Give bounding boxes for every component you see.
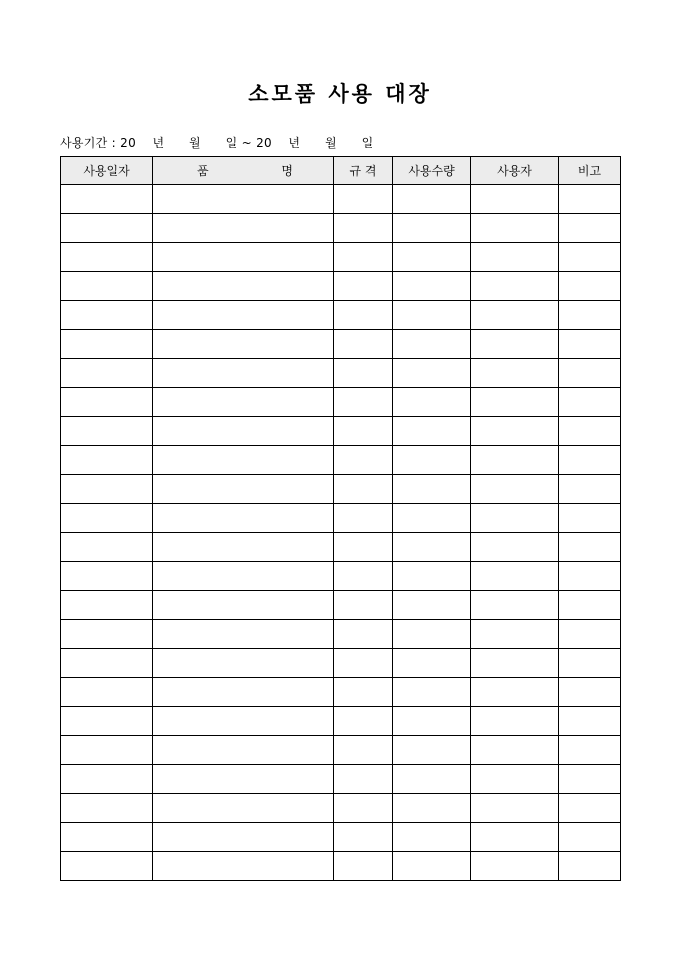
cell-spec[interactable] — [334, 823, 393, 852]
cell-user[interactable] — [471, 475, 559, 504]
cell-user[interactable] — [471, 243, 559, 272]
usage-period-line: 사용기간 : 20 년 월 일 ~ 20 년 월 일 — [60, 136, 374, 150]
cell-spec[interactable] — [334, 504, 393, 533]
cell-item-name[interactable] — [153, 765, 334, 794]
cell-item-name[interactable] — [153, 562, 334, 591]
cell-item-name[interactable] — [153, 649, 334, 678]
cell-usage-date[interactable] — [61, 736, 153, 765]
cell-spec[interactable] — [334, 678, 393, 707]
cell-quantity[interactable] — [393, 214, 471, 243]
cell-user[interactable] — [471, 620, 559, 649]
cell-quantity[interactable] — [393, 707, 471, 736]
table-row — [61, 475, 621, 504]
cell-remarks[interactable] — [559, 185, 621, 214]
cell-remarks[interactable] — [559, 620, 621, 649]
cell-user[interactable] — [471, 446, 559, 475]
cell-quantity[interactable] — [393, 765, 471, 794]
cell-usage-date[interactable] — [61, 794, 153, 823]
table-row — [61, 591, 621, 620]
cell-spec[interactable] — [334, 243, 393, 272]
cell-quantity[interactable] — [393, 185, 471, 214]
cell-quantity[interactable] — [393, 533, 471, 562]
cell-remarks[interactable] — [559, 823, 621, 852]
cell-spec[interactable] — [334, 620, 393, 649]
header-item-name-part2: 명 — [281, 164, 293, 178]
cell-item-name[interactable] — [153, 301, 334, 330]
table-row — [61, 504, 621, 533]
cell-quantity[interactable] — [393, 330, 471, 359]
cell-item-name[interactable] — [153, 707, 334, 736]
cell-spec[interactable] — [334, 388, 393, 417]
table-row — [61, 388, 621, 417]
cell-quantity[interactable] — [393, 852, 471, 881]
header-quantity: 사용수량 — [393, 157, 471, 185]
cell-quantity[interactable] — [393, 823, 471, 852]
cell-user[interactable] — [471, 649, 559, 678]
cell-quantity[interactable] — [393, 794, 471, 823]
cell-usage-date[interactable] — [61, 243, 153, 272]
cell-user[interactable] — [471, 591, 559, 620]
cell-user[interactable] — [471, 765, 559, 794]
table-row — [61, 359, 621, 388]
table-row — [61, 736, 621, 765]
cell-remarks[interactable] — [559, 388, 621, 417]
cell-quantity[interactable] — [393, 388, 471, 417]
table-body — [61, 185, 621, 881]
cell-item-name[interactable] — [153, 388, 334, 417]
cell-quantity[interactable] — [393, 301, 471, 330]
header-item-name — [153, 157, 334, 185]
cell-usage-date[interactable] — [61, 301, 153, 330]
cell-user[interactable] — [471, 707, 559, 736]
cell-spec[interactable] — [334, 214, 393, 243]
cell-usage-date[interactable] — [61, 562, 153, 591]
cell-remarks[interactable] — [559, 417, 621, 446]
cell-usage-date[interactable] — [61, 214, 153, 243]
table-row — [61, 272, 621, 301]
cell-remarks[interactable] — [559, 765, 621, 794]
cell-item-name[interactable] — [153, 446, 334, 475]
cell-usage-date[interactable] — [61, 417, 153, 446]
header-usage-date: 사용일자 — [61, 157, 153, 185]
cell-spec[interactable] — [334, 446, 393, 475]
cell-spec[interactable] — [334, 562, 393, 591]
cell-quantity[interactable] — [393, 475, 471, 504]
cell-item-name[interactable] — [153, 330, 334, 359]
cell-remarks[interactable] — [559, 736, 621, 765]
table-row — [61, 765, 621, 794]
cell-usage-date[interactable] — [61, 475, 153, 504]
cell-usage-date[interactable] — [61, 330, 153, 359]
header-item-name-part1: 품 — [197, 164, 209, 178]
cell-spec[interactable] — [334, 707, 393, 736]
cell-quantity[interactable] — [393, 736, 471, 765]
cell-user[interactable] — [471, 533, 559, 562]
cell-usage-date[interactable] — [61, 620, 153, 649]
cell-user[interactable] — [471, 823, 559, 852]
cell-quantity[interactable] — [393, 678, 471, 707]
cell-user[interactable] — [471, 736, 559, 765]
cell-spec[interactable] — [334, 736, 393, 765]
cell-item-name[interactable] — [153, 504, 334, 533]
table-row — [61, 214, 621, 243]
cell-item-name[interactable] — [153, 620, 334, 649]
cell-item-name[interactable] — [153, 272, 334, 301]
cell-item-name[interactable] — [153, 678, 334, 707]
cell-spec[interactable] — [334, 272, 393, 301]
cell-quantity[interactable] — [393, 243, 471, 272]
cell-remarks[interactable] — [559, 649, 621, 678]
table-row — [61, 446, 621, 475]
cell-item-name[interactable] — [153, 359, 334, 388]
cell-item-name[interactable] — [153, 417, 334, 446]
cell-user[interactable] — [471, 678, 559, 707]
cell-quantity[interactable] — [393, 504, 471, 533]
table-row — [61, 794, 621, 823]
cell-user[interactable] — [471, 794, 559, 823]
table-row — [61, 185, 621, 214]
table-row — [61, 678, 621, 707]
cell-usage-date[interactable] — [61, 591, 153, 620]
cell-usage-date[interactable] — [61, 359, 153, 388]
cell-item-name[interactable] — [153, 736, 334, 765]
cell-usage-date[interactable] — [61, 649, 153, 678]
cell-user[interactable] — [471, 359, 559, 388]
cell-remarks[interactable] — [559, 504, 621, 533]
cell-item-name[interactable] — [153, 591, 334, 620]
cell-user[interactable] — [471, 330, 559, 359]
cell-remarks[interactable] — [559, 330, 621, 359]
cell-remarks[interactable] — [559, 562, 621, 591]
header-remarks: 비고 — [559, 157, 621, 185]
cell-user[interactable] — [471, 301, 559, 330]
cell-spec[interactable] — [334, 185, 393, 214]
cell-spec[interactable] — [334, 330, 393, 359]
usage-ledger-table — [60, 156, 621, 881]
cell-remarks[interactable] — [559, 475, 621, 504]
cell-remarks[interactable] — [559, 243, 621, 272]
cell-quantity[interactable] — [393, 272, 471, 301]
cell-spec[interactable] — [334, 475, 393, 504]
cell-usage-date[interactable] — [61, 446, 153, 475]
cell-user[interactable] — [471, 214, 559, 243]
cell-spec[interactable] — [334, 649, 393, 678]
cell-spec[interactable] — [334, 794, 393, 823]
cell-user[interactable] — [471, 388, 559, 417]
cell-usage-date[interactable] — [61, 185, 153, 214]
cell-remarks[interactable] — [559, 794, 621, 823]
cell-spec[interactable] — [334, 533, 393, 562]
cell-remarks[interactable] — [559, 272, 621, 301]
cell-user[interactable] — [471, 504, 559, 533]
cell-spec[interactable] — [334, 301, 393, 330]
cell-usage-date[interactable] — [61, 533, 153, 562]
cell-remarks[interactable] — [559, 852, 621, 881]
cell-quantity[interactable] — [393, 417, 471, 446]
cell-quantity[interactable] — [393, 591, 471, 620]
cell-remarks[interactable] — [559, 707, 621, 736]
cell-remarks[interactable] — [559, 301, 621, 330]
table-row — [61, 707, 621, 736]
cell-usage-date[interactable] — [61, 823, 153, 852]
cell-remarks[interactable] — [559, 678, 621, 707]
cell-item-name[interactable] — [153, 533, 334, 562]
table-row — [61, 243, 621, 272]
cell-quantity[interactable] — [393, 359, 471, 388]
table-row — [61, 417, 621, 446]
cell-spec[interactable] — [334, 852, 393, 881]
cell-item-name[interactable] — [153, 852, 334, 881]
cell-item-name[interactable] — [153, 243, 334, 272]
header-spec: 규 격 — [334, 157, 393, 185]
cell-item-name[interactable] — [153, 214, 334, 243]
table-row — [61, 330, 621, 359]
cell-remarks[interactable] — [559, 591, 621, 620]
cell-remarks[interactable] — [559, 214, 621, 243]
table-header-row — [61, 157, 621, 185]
cell-usage-date[interactable] — [61, 678, 153, 707]
cell-spec[interactable] — [334, 359, 393, 388]
cell-spec[interactable] — [334, 591, 393, 620]
cell-remarks[interactable] — [559, 359, 621, 388]
cell-quantity[interactable] — [393, 620, 471, 649]
cell-spec[interactable] — [334, 765, 393, 794]
cell-user[interactable] — [471, 852, 559, 881]
table-row — [61, 823, 621, 852]
cell-user[interactable] — [471, 417, 559, 446]
table-row — [61, 852, 621, 881]
table-row — [61, 562, 621, 591]
cell-remarks[interactable] — [559, 533, 621, 562]
cell-item-name[interactable] — [153, 823, 334, 852]
cell-usage-date[interactable] — [61, 707, 153, 736]
cell-quantity[interactable] — [393, 562, 471, 591]
cell-quantity[interactable] — [393, 446, 471, 475]
cell-user[interactable] — [471, 272, 559, 301]
cell-quantity[interactable] — [393, 649, 471, 678]
cell-remarks[interactable] — [559, 446, 621, 475]
document-title: 소모품 사용 대장 — [248, 81, 432, 106]
table-row — [61, 620, 621, 649]
cell-spec[interactable] — [334, 417, 393, 446]
cell-user[interactable] — [471, 562, 559, 591]
header-user: 사용자 — [471, 157, 559, 185]
table-row — [61, 301, 621, 330]
cell-usage-date[interactable] — [61, 272, 153, 301]
table-row — [61, 533, 621, 562]
cell-item-name[interactable] — [153, 794, 334, 823]
cell-item-name[interactable] — [153, 475, 334, 504]
cell-usage-date[interactable] — [61, 765, 153, 794]
table-row — [61, 649, 621, 678]
cell-usage-date[interactable] — [61, 504, 153, 533]
cell-user[interactable] — [471, 185, 559, 214]
cell-usage-date[interactable] — [61, 388, 153, 417]
cell-usage-date[interactable] — [61, 852, 153, 881]
cell-item-name[interactable] — [153, 185, 334, 214]
